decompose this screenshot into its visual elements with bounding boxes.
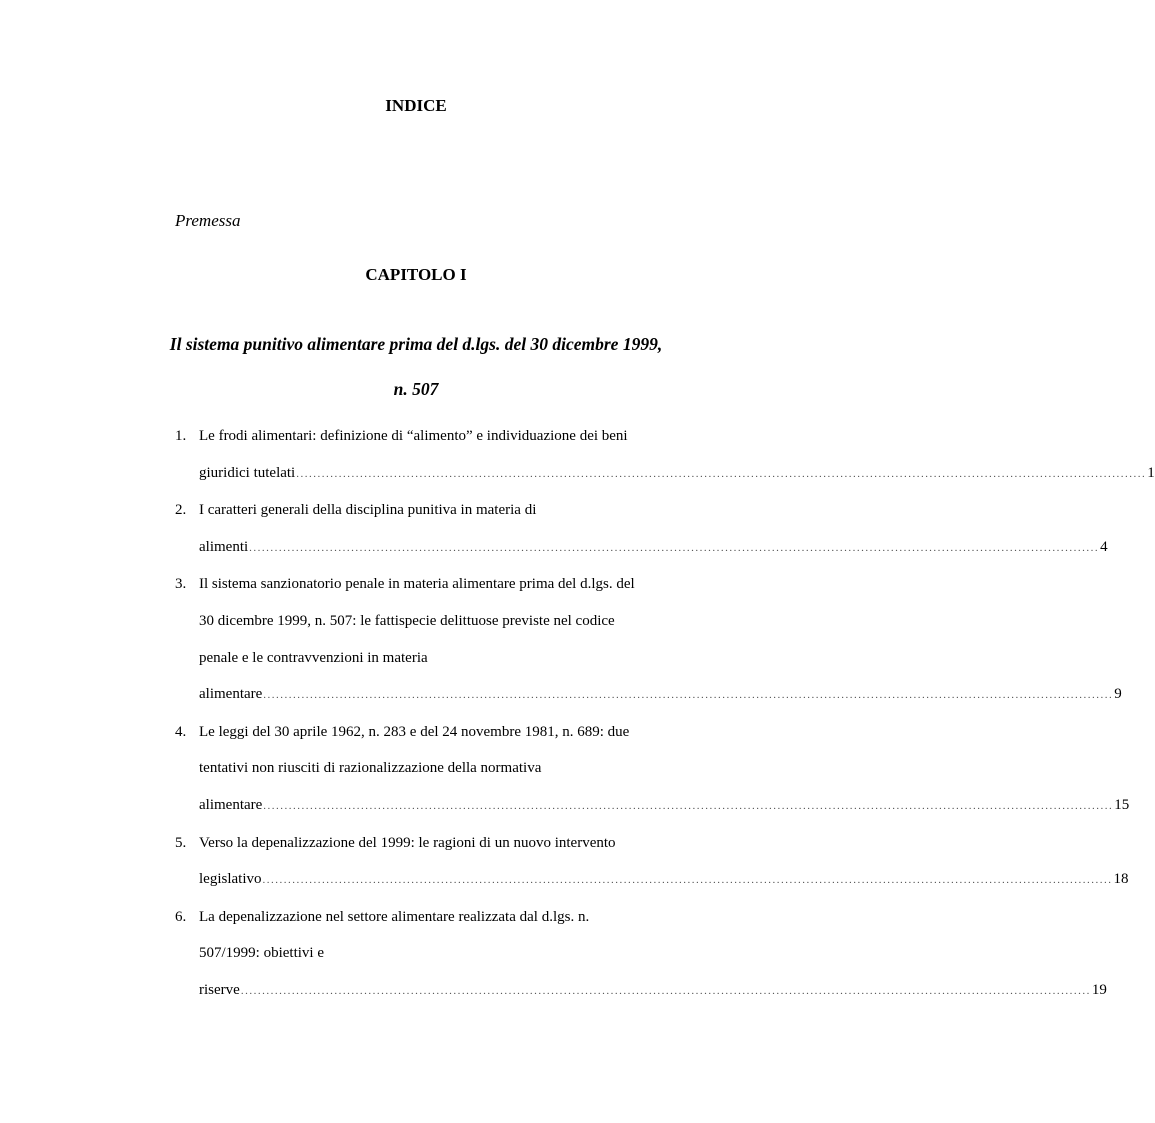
toc-dot-leader: ........................................................................................................................................................................................................ bbox=[263, 799, 1114, 812]
toc-entry-number: 2. bbox=[175, 502, 187, 519]
toc-entry-text: tentativi non riusciti di razionalizzazione della normativa bbox=[199, 760, 542, 777]
toc-entry-text: Il sistema sanzionatorio penale in materia alimentare prima del d.lgs. del bbox=[199, 576, 635, 593]
toc-entry-number: 5. bbox=[175, 834, 187, 851]
toc-entry-text: alimenti bbox=[199, 538, 249, 555]
toc-entry-text: alimentare bbox=[199, 796, 263, 813]
toc-entry-text: riserve bbox=[199, 981, 240, 998]
toc-dot-leader: ........................................................................................................................................................................................................ bbox=[262, 874, 1113, 887]
chapter-title-line-1: Il sistema punitivo alimentare prima del d.lgs. del 30 dicembre 1999, bbox=[169, 334, 663, 354]
toc-page-number: 4 bbox=[1100, 538, 1108, 555]
toc-page-number: 9 bbox=[1114, 686, 1122, 703]
toc-dot-leader: ........................................................................................................................................................................................................ bbox=[240, 984, 1091, 997]
toc-entry-last-line bbox=[199, 787, 1130, 825]
toc-entry-last-line bbox=[199, 861, 1129, 899]
toc-entry-last-line bbox=[199, 676, 1122, 714]
toc-page-number: 18 bbox=[1113, 871, 1129, 888]
toc-entry-text: Verso la depenalizzazione del 1999: le ragioni di un nuovo intervento bbox=[199, 834, 616, 851]
toc-entry-text: La depenalizzazione nel settore alimentare realizzata dal d.lgs. n. bbox=[199, 908, 590, 925]
toc-entry-text: I caratteri generali della disciplina punitiva in materia di bbox=[199, 502, 537, 519]
toc-entry[interactable] bbox=[175, 418, 1155, 492]
toc-dot-leader: ........................................................................................................................................................................................................ bbox=[263, 689, 1114, 702]
premessa-heading: Premessa bbox=[175, 211, 241, 230]
toc-dot-leader: ........................................................................................................................................................................................................ bbox=[296, 467, 1147, 480]
chapter-title bbox=[150, 322, 682, 412]
index-title: INDICE bbox=[385, 96, 447, 115]
toc-page-number: 1 bbox=[1147, 464, 1155, 481]
toc-entry[interactable] bbox=[175, 825, 1129, 899]
toc-entry-text: 507/1999: obiettivi e bbox=[199, 945, 324, 962]
toc-entry-text: legislativo bbox=[199, 871, 262, 888]
toc-entry[interactable] bbox=[175, 714, 1130, 825]
table-of-contents bbox=[175, 418, 1155, 1010]
toc-entry-last-line bbox=[199, 972, 1107, 1010]
toc-entry-number: 1. bbox=[175, 428, 187, 444]
toc-entry-number: 3. bbox=[175, 576, 187, 593]
toc-entry-text: Le leggi del 30 aprile 1962, n. 283 e del 24 novembre 1981, n. 689: due bbox=[199, 723, 630, 740]
toc-entry[interactable] bbox=[175, 566, 1122, 713]
chapter-label: CAPITOLO I bbox=[365, 265, 467, 284]
toc-entry-text: giuridici tutelati bbox=[199, 464, 296, 481]
toc-entry-last-line bbox=[199, 529, 1108, 567]
toc-entry[interactable] bbox=[175, 899, 1107, 1010]
chapter-title-line-2: n. 507 bbox=[393, 379, 439, 399]
toc-entry-text: Le frodi alimentari: definizione di “alimento” e individuazione dei beni bbox=[199, 428, 628, 444]
toc-entry[interactable] bbox=[175, 492, 1108, 566]
toc-entry-number: 4. bbox=[175, 723, 187, 740]
toc-dot-leader: ........................................................................................................................................................................................................ bbox=[249, 541, 1100, 554]
toc-entry-text: penale e le contravvenzioni in materia bbox=[199, 649, 428, 666]
toc-entry-text: alimentare bbox=[199, 686, 263, 703]
toc-entry-last-line bbox=[199, 455, 1155, 493]
toc-page-number: 15 bbox=[1114, 796, 1130, 813]
toc-entry-text: 30 dicembre 1999, n. 507: le fattispecie delittuose previste nel codice bbox=[199, 612, 615, 629]
toc-entry-number: 6. bbox=[175, 908, 187, 925]
toc-page-number: 19 bbox=[1091, 981, 1107, 998]
